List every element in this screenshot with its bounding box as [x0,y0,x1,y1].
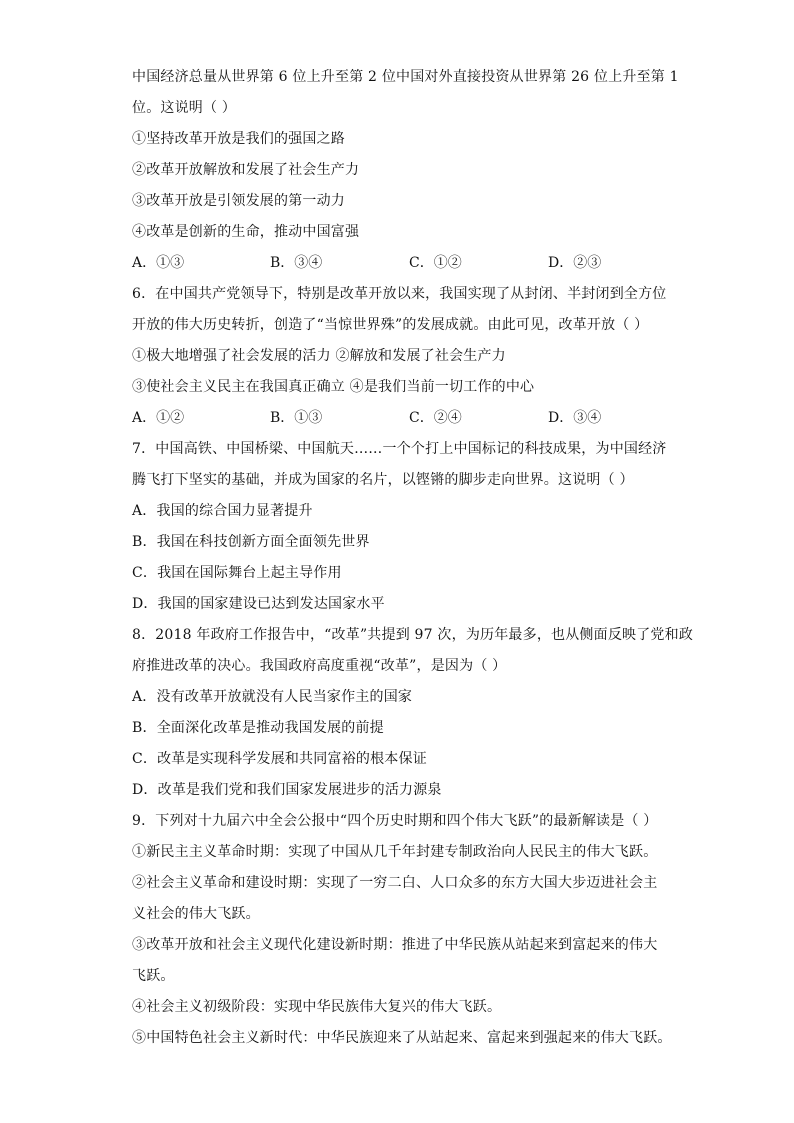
q6-statements-1-2: ①极大地增强了社会发展的活力 ②解放和发展了社会生产力 [132,348,506,364]
q8-option-a: A．没有改革开放就没有人民当家作主的国家 [132,689,413,705]
q9-stem: 9．下列对十九届六中全会公报中“四个历史时期和四个伟大飞跃”的最新解读是（ ） [132,813,658,829]
q9-statement-4: ④社会主义初级阶段：实现中华民族伟大复兴的伟大飞跃。 [132,999,502,1015]
q5-statement-2: ②改革开放解放和发展了社会生产力 [132,162,360,178]
q8-stem-line-2: 府推进改革的决心。我国政府高度重视“改革”，是因为（ ） [132,658,507,674]
q5-option-d: D．②③ [548,255,602,271]
q9-statement-3-line-1: ③改革开放和社会主义现代化建设新时期：推进了中华民族从站起来到富起来的伟大 [132,937,658,953]
q7-stem-line-2: 腾飞打下坚实的基础，并成为国家的名片，以铿锵的脚步走向世界。这说明（ ） [132,472,634,488]
q6-option-b: B．①③ [270,410,323,426]
q8-option-c: C．改革是实现科学发展和共同富裕的根本保证 [132,751,427,767]
q9-statement-3-line-2: 飞跃。 [132,968,175,984]
q6-stem-line-2: 开放的伟大历史转折，创造了“当惊世界殊”的发展成就。由此可见，改革开放（ ） [132,317,649,333]
q8-stem-line-1: 8．2018 年政府工作报告中，“改革”共提到 97 次，为历年最多，也从侧面反映了党和政 [132,627,694,643]
q5-option-c: C．①② [409,255,462,271]
q5-statement-3: ③改革开放是引领发展的第一动力 [132,193,345,209]
q6-option-a: A．①② [132,410,185,426]
q5-option-a: A．①③ [132,255,185,271]
q6-stem-line-1: 6．在中国共产党领导下，特别是改革开放以来，我国实现了从封闭、半封闭到全方位 [132,286,667,302]
q5-stem-line-1: 中国经济总量从世界第 6 位上升至第 2 位中国对外直接投资从世界第 26 位上升至第 1 [132,69,679,85]
q7-option-a: A．我国的综合国力显著提升 [132,503,313,519]
q8-option-d: D．改革是我们党和我们国家发展进步的活力源泉 [132,782,442,798]
q9-statement-1: ①新民主主义革命时期：实现了中国从几千年封建专制政治向人民民主的伟大飞跃。 [132,844,658,860]
q6-option-c: C．②④ [409,410,462,426]
q5-option-b: B．③④ [270,255,323,271]
q9-statement-5: ⑤中国特色社会主义新时代：中华民族迎来了从站起来、富起来到强起来的伟大飞跃。 [132,1030,672,1046]
q7-option-d: D．我国的国家建设已达到发达国家水平 [132,596,385,612]
q7-option-b: B．我国在科技创新方面全面领先世界 [132,534,370,550]
q6-option-d: D．③④ [548,410,602,426]
q9-statement-2-line-2: 义社会的伟大飞跃。 [132,906,260,922]
q5-statement-4: ④改革是创新的生命，推动中国富强 [132,224,360,240]
q5-stem-line-2: 位。这说明（ ） [132,100,237,116]
q7-stem-line-1: 7．中国高铁、中国桥梁、中国航天……一个个打上中国标记的科技成果，为中国经济 [132,441,667,457]
q7-option-c: C．我国在国际舞台上起主导作用 [132,565,342,581]
q6-statements-3-4: ③使社会主义民主在我国真正确立 ④是我们当前一切工作的中心 [132,379,535,395]
q8-option-b: B．全面深化改革是推动我国发展的前提 [132,720,384,736]
q5-statement-1: ①坚持改革开放是我们的强国之路 [132,131,345,147]
q9-statement-2-line-1: ②社会主义革命和建设时期：实现了一穷二白、人口众多的东方大国大步迈进社会主 [132,875,658,891]
